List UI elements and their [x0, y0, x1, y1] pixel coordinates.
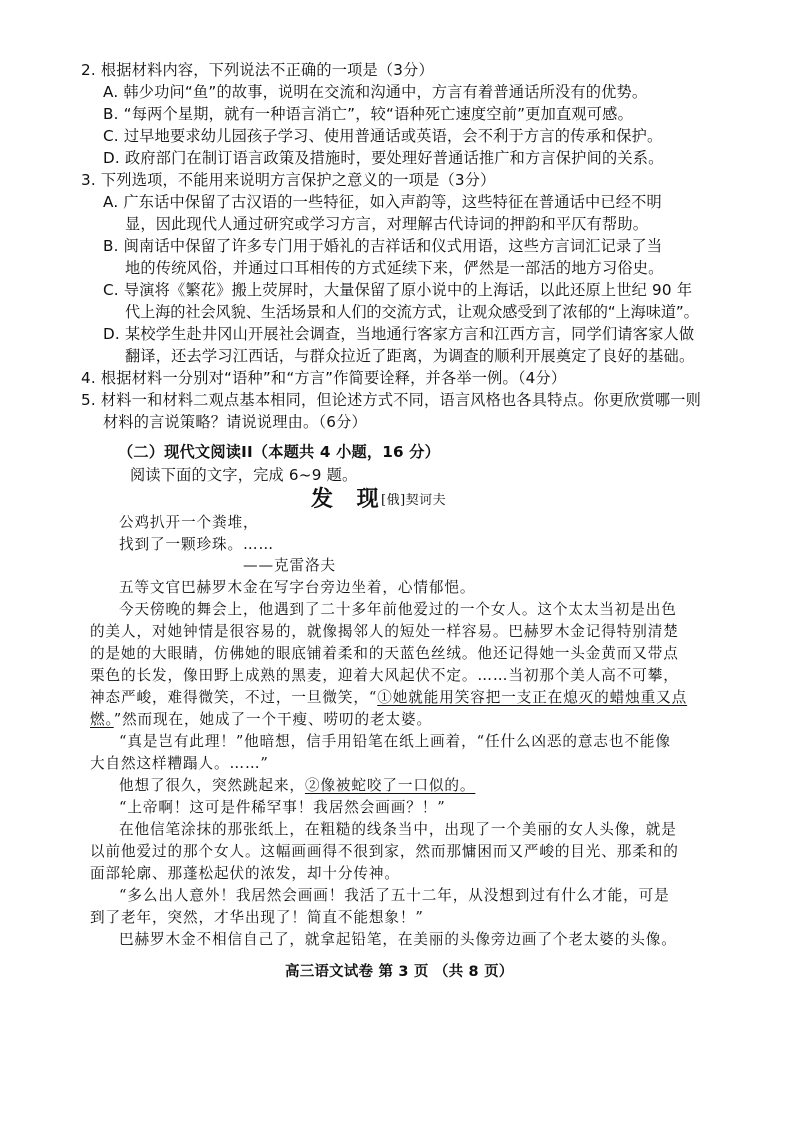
question-3-option-b-line2: 地的传统风俗，并通过口耳相传的方式延续下来，俨然是一部活的地方习俗史。: [125, 259, 664, 277]
question-3-option-c-line1: C. 导演将《繁花》搬上荧屏时，大量保留了原小说中的上海话，以此还原上世纪 90 年: [103, 281, 693, 299]
question-3-option-d-line2: 翻译，还去学习江西话，与群众拉近了距离，为调查的顺利开展奠定了良好的基础。: [125, 347, 695, 365]
question-2-option-a: A. 韩少功问“鱼”的故事，说明在交流和沟通中，方言有着普通话所没有的优势。: [103, 83, 648, 101]
question-3-stem: 3. 下列选项，不能用来说明方言保护之意义的一项是（3分）: [81, 171, 496, 189]
story-paragraph-3-line1: “真是岂有此理！”他暗想，信手用铅笔在纸上画着，“任什么凶恶的意志也不能像: [119, 733, 671, 750]
story-paragraph-4-text: 他想了很久，突然跳起来，: [119, 777, 305, 794]
story-paragraph-6-line1: 在他信笔涂抹的那张纸上，在粗糙的线条当中，出现了一个美丽的女人头像，就是: [119, 821, 677, 838]
epigraph-line-2: 找到了一颗珍珠。……: [119, 536, 274, 553]
story-paragraph-2-line4: 栗色的长发，像田野上成熟的黑麦，迎着大风起伏不定。……当初那个美人高不可攀，: [90, 667, 679, 684]
story-paragraph-2-line1: 今天傍晚的舞会上，他遇到了二十多年前他爱过的一个女人。这个太太当初是出色: [119, 601, 677, 618]
story-paragraph-6-line2: 以前他爱过的那个女人。这幅画画得不很到家，然而那慵困而又严峻的目光、那柔和的: [90, 843, 679, 860]
question-2-option-d: D. 政府部门在制订语言政策及措施时，要处理好普通话推广和方言保护间的关系。: [103, 149, 664, 167]
question-3-option-d-line1: D. 某校学生赴井冈山开展社会调查，当地通行客家方言和江西方言，同学们请客家人做: [103, 325, 695, 343]
question-3-option-a-line2: 显，因此现代人通过研究或学习方言，对理解古代诗词的押韵和平仄有帮助。: [125, 215, 649, 233]
question-5-line2: 材料的言说策略？请说说理由。（6分）: [103, 413, 367, 431]
story-paragraph-2-line2: 的美人，对她钟情是很容易的，就像揭邻人的短处一样容易。巴赫罗木金记得特别清楚: [90, 623, 679, 640]
section-heading: （二）现代文阅读II（本题共 4 小题，16 分）: [118, 443, 441, 461]
story-paragraph-6-line3: 面部轮廓、那蓬松起伏的浓发，却十分传神。: [90, 865, 400, 882]
story-paragraph-2-line5-text: 神态严峻，难得微笑，不过，一旦微笑，“: [90, 689, 378, 706]
question-3-option-c-line2: 代上海的社会风貌、生活场景和人们的交流方式，让观众感受到了浓郁的“上海味道”。: [125, 303, 699, 321]
story-paragraph-1: 五等文官巴赫罗木金在写字台旁边坐着，心情郁悒。: [119, 579, 476, 596]
story-paragraph-5: “上帝啊！这可是件稀罕事！我居然会画画？！”: [119, 799, 446, 816]
story-paragraph-2-line5: [90, 688, 687, 708]
question-5-line1: 5. 材料一和材料二观点基本相同，但论述方式不同，语言风格也各具特点。你更欣赏哪一则: [81, 391, 702, 409]
underlined-sentence-1: ①她就能用笑容把一支正在熄灭的蜡烛重又点: [377, 689, 688, 706]
epigraph-line-1: 公鸡扒开一个粪堆，: [119, 514, 259, 531]
section-instruction: 阅读下面的文字，完成 6~9 题。: [130, 466, 358, 484]
story-paragraph-2-line3: 的是她的大眼睛，仿佛她的眼底铺着柔和的天蓝色丝绒。他还记得她一头金黄而又带点: [90, 645, 679, 662]
underlined-sentence-1-end: 燃。: [90, 711, 114, 728]
question-3-option-a-line1: A. 广东话中保留了古汉语的一些特征，如入声韵等，这些特征在普通话中已经不明: [103, 193, 662, 211]
page-footer: 高三语文试卷 第 3 页 （共 8 页）: [285, 964, 514, 980]
story-paragraph-8: 巴赫罗木金不相信自己了，就拿起铅笔，在美丽的头像旁边画了个老太婆的头像。: [119, 931, 677, 948]
story-author: [俄]契诃夫: [381, 493, 447, 508]
story-paragraph-3-line2: 大自然这样糟蹋人。……”: [90, 755, 269, 772]
story-paragraph-7-line2: 到了老年，突然，才华出现了！简直不能想象！”: [90, 909, 424, 926]
story-paragraph-2-line6: [90, 710, 432, 730]
question-2-stem: 2. 根据材料内容，下列说法不正确的一项是（3分）: [81, 61, 434, 79]
question-4: 4. 根据材料一分别对“语种”和“方言”作简要诠释，并各举一例。（4分）: [81, 369, 567, 387]
question-3-option-b-line1: B. 闽南话中保留了许多专门用于婚礼的吉祥话和仪式用语，这些方言词汇记录了当: [103, 237, 663, 255]
story-paragraph-7-line1: “多么出人意外！我居然会画画！我活了五十二年，从没想到过有什么才能，可是: [119, 887, 670, 904]
story-paragraph-2-line6-text: ”然而现在，她成了一个干瘦、唠叨的老太婆。: [113, 711, 432, 728]
underlined-sentence-2: ②像被蛇咬了一口似的。: [304, 777, 476, 794]
question-2-option-c: C. 过早地要求幼儿园孩子学习、使用普通话或英语，会不利于方言的传承和保护。: [103, 127, 663, 145]
question-2-option-b: B. “每两个星期，就有一种语言消亡”，较“语种死亡速度空前”更加直观可感。: [103, 105, 633, 123]
epigraph-source: ——克雷洛夫: [243, 557, 336, 574]
story-paragraph-4: [119, 776, 475, 796]
story-title: 发 现: [311, 486, 387, 512]
